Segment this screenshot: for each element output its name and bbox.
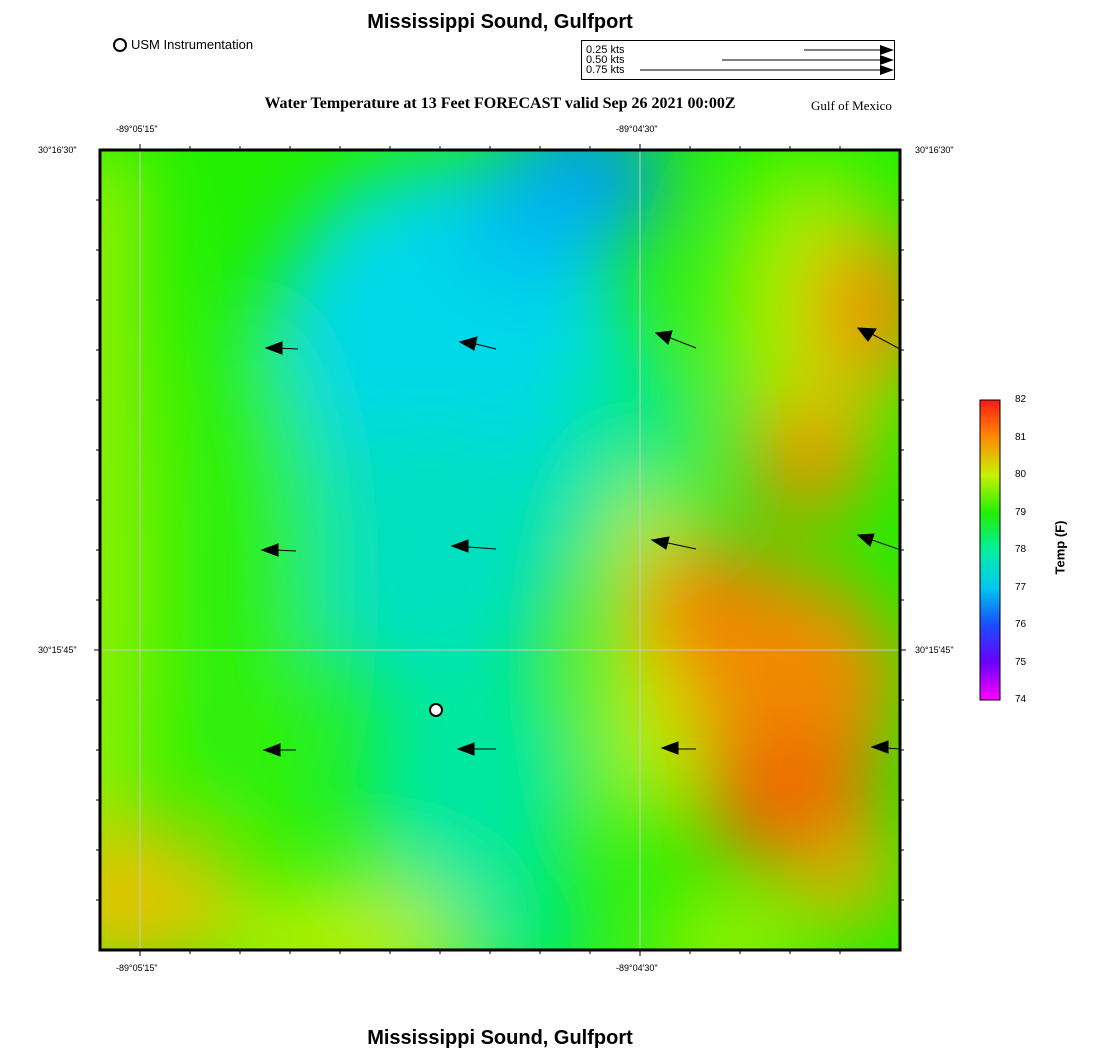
colorbar-tick-80: 80 (1015, 469, 1027, 480)
colorbar-tick-74: 74 (1015, 694, 1027, 705)
map-title: Mississippi Sound, Gulfport (367, 11, 633, 33)
top-lon-tick-2: -89°04'30" (616, 124, 658, 134)
vector-legend-label-3: 0.75 kts (586, 64, 625, 76)
instrument-legend (113, 37, 253, 52)
colorbar-tick-78: 78 (1015, 544, 1027, 555)
colorbar-tick-75: 75 (1015, 657, 1027, 668)
colorbar-tick-81: 81 (1015, 432, 1027, 443)
footer-title: Mississippi Sound, Gulfport (367, 1027, 633, 1049)
bottom-lon-tick-1: -89°05'15" (116, 963, 158, 973)
usm-instrument-station[interactable] (430, 704, 442, 716)
temperature-colorbar (976, 395, 1006, 705)
temperature-map (90, 140, 910, 960)
left-lat-tick-1: 30°16'30" (38, 145, 77, 155)
instrument-legend-label: USM Instrumentation (131, 37, 254, 52)
top-lon-tick-1: -89°05'15" (116, 124, 158, 134)
vector-legend-arrows (582, 41, 894, 79)
colorbar-tick-77: 77 (1015, 582, 1027, 593)
left-lat-tick-2: 30°15'45" (38, 645, 77, 655)
colorbar-tick-76: 76 (1015, 619, 1027, 630)
vector-legend-label-2: 0.50 kts (586, 54, 625, 66)
colorbar-tick-82: 82 (1015, 394, 1027, 405)
right-lat-tick-1: 30°16'30" (915, 145, 954, 155)
map-subtitle: Water Temperature at 13 Feet FORECAST valid Sep 26 2021 00:00Z (264, 95, 736, 112)
colorbar-tick-79: 79 (1015, 507, 1027, 518)
vector-legend-label-1: 0.25 kts (586, 44, 625, 56)
vector-scale-legend (581, 40, 895, 80)
colorbar-label: Temp (F) (1052, 520, 1068, 575)
right-lat-tick-2: 30°15'45" (915, 645, 954, 655)
region-label: Gulf of Mexico (811, 98, 892, 113)
bottom-lon-tick-2: -89°04'30" (616, 963, 658, 973)
instrument-marker-icon (113, 38, 127, 52)
temperature-field (90, 140, 910, 960)
